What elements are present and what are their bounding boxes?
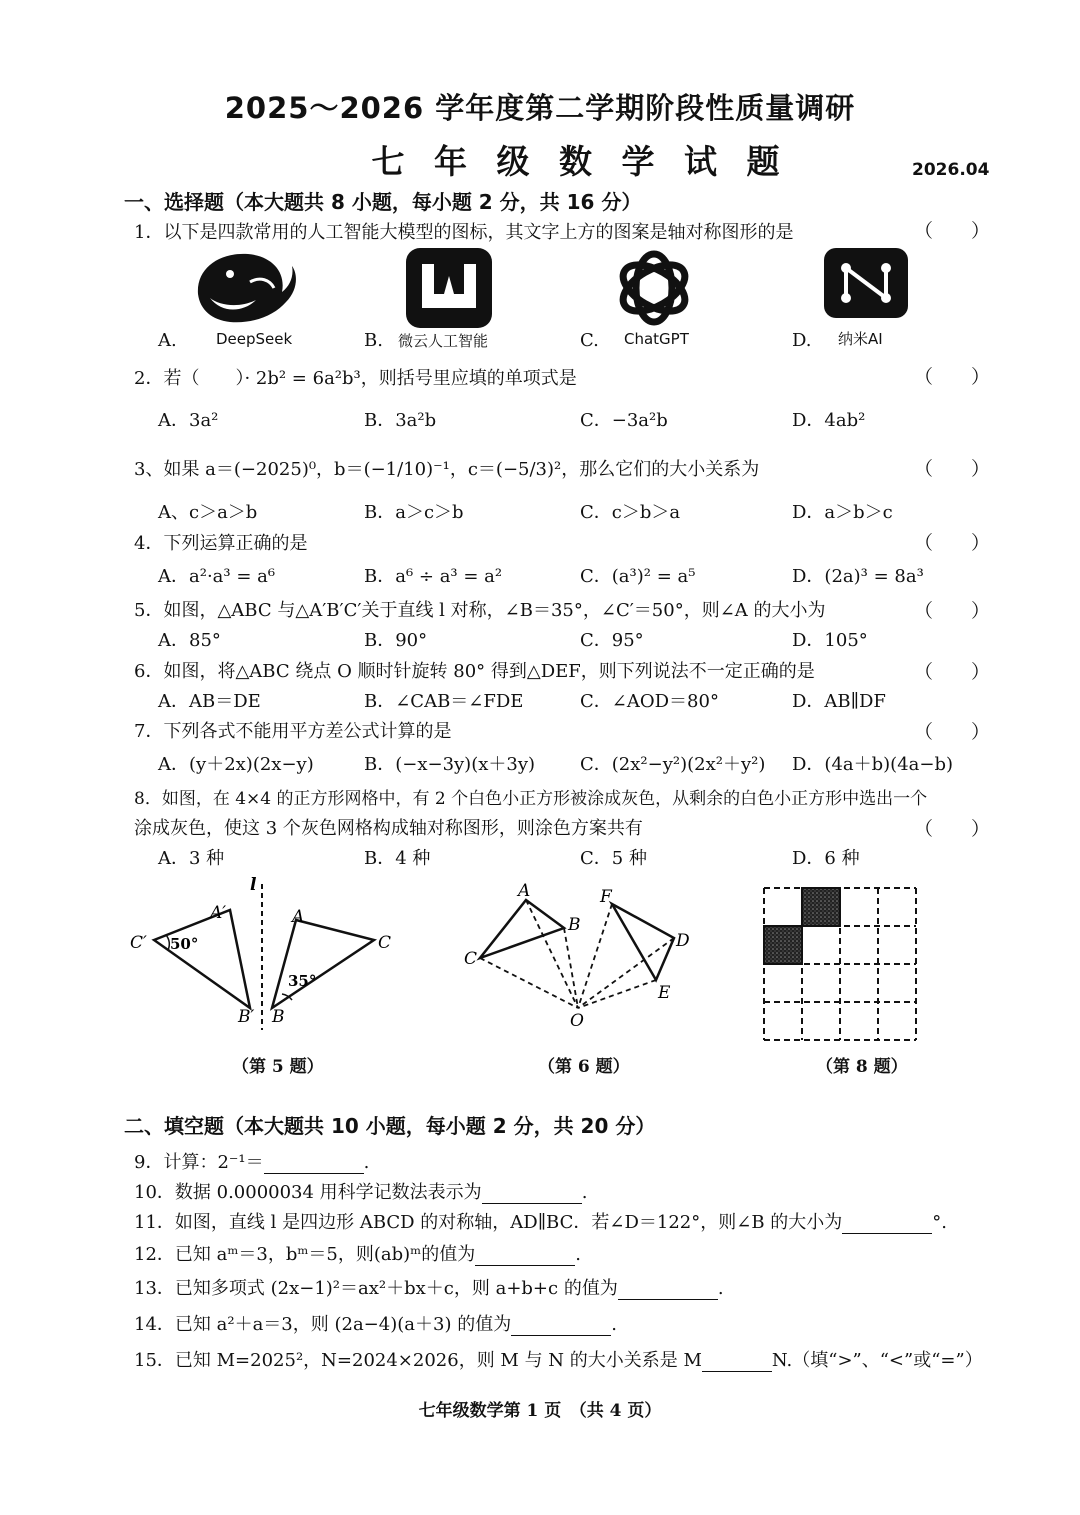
q7-option-c: C．(2x²−y²)(2x²＋y²) <box>580 754 766 775</box>
q2-option-d: D．4ab² <box>792 410 866 431</box>
q1-option-b-label: B. <box>364 330 383 351</box>
n-nodes-logo-icon <box>822 246 910 320</box>
q8-option-a: A．3 种 <box>158 848 225 869</box>
q3-option-b: B．a＞c＞b <box>364 502 464 523</box>
whale-logo-icon <box>190 246 300 332</box>
q7-option-a: A．(y＋2x)(2x−y) <box>158 754 314 775</box>
label-a: A <box>292 907 305 927</box>
answer-blank-15[interactable] <box>702 1353 772 1372</box>
label-a-fig6: A <box>518 881 531 901</box>
triangle-abc-fig6 <box>480 900 564 958</box>
question-13: 13．已知多项式 (2x−1)²＝ax²＋bx＋c，则 a+b+c 的值为 . <box>134 1278 724 1299</box>
question-8-text-line2: 涂成灰色，使这 3 个灰色网格构成轴对称图形，则涂色方案共有 <box>134 818 643 839</box>
question-2-text: 2．若（ ）· 2b² = 6a²b³，则括号里应填的单项式是 <box>134 368 577 389</box>
label-b: B <box>272 1007 285 1027</box>
angle-35-label: 35° <box>288 972 317 990</box>
answer-paren-3: （ ） <box>914 458 991 480</box>
q8-option-c: C．5 种 <box>580 848 647 869</box>
page-footer: 七年级数学第 1 页 （共 4 页） <box>418 1401 662 1421</box>
triangle-abc <box>272 920 374 1008</box>
q2-option-c: C．−3a²b <box>580 410 668 431</box>
label-b-prime: B′ <box>238 1007 255 1027</box>
q6-option-b: B．∠CAB＝∠FDE <box>364 691 524 712</box>
q1-option-c-name: ChatGPT <box>624 330 689 348</box>
q4-option-a: A．a²·a³ = a⁶ <box>158 566 276 587</box>
answer-paren-5: （ ） <box>914 600 991 622</box>
answer-blank-14[interactable] <box>511 1317 611 1336</box>
label-c-fig6: C <box>464 949 478 969</box>
label-f-fig6: F <box>600 887 612 907</box>
question-15-text: 15．已知 M=2025²，N=2024×2026，则 M 与 N 的大小关系是 M <box>134 1350 702 1371</box>
question-8-text-line1: 8．如图，在 4×4 的正方形网格中，有 2 个白色小正方形被涂成灰色，从剩余的白色小正方形中选出一个 <box>134 789 928 809</box>
triangle-def <box>612 904 674 980</box>
label-l: l <box>250 875 257 895</box>
q2-option-b: B．3a²b <box>364 410 437 431</box>
q1-option-c-label: C. <box>580 330 599 351</box>
label-c: C <box>378 933 392 953</box>
q5-option-d: D．105° <box>792 630 868 651</box>
q6-option-a: A．AB＝DE <box>158 691 261 712</box>
label-b-fig6: B <box>568 915 581 935</box>
q2-option-a: A．3a² <box>158 410 219 431</box>
question-10-text: 10．数据 0.0000034 用科学记数法表示为 <box>134 1182 482 1203</box>
answer-blank-9[interactable] <box>264 1155 364 1174</box>
question-12: 12．已知 aᵐ＝3，bᵐ＝5，则(ab)ᵐ的值为 . <box>134 1244 581 1265</box>
q8-option-b: B．4 种 <box>364 848 431 869</box>
label-a-prime: A′ <box>210 903 227 923</box>
question-14: 14．已知 a²＋a＝3，则 (2a−4)(a＋3) 的值为 . <box>134 1314 617 1335</box>
answer-paren-2: （ ） <box>914 366 991 388</box>
q3-option-d: D．a＞b＞c <box>792 502 893 523</box>
answer-paren-8: （ ） <box>914 818 991 840</box>
q4-option-c: C．(a³)² = a⁵ <box>580 566 696 587</box>
shaded-cell <box>802 888 840 926</box>
angle-50-label: 50° <box>170 935 199 953</box>
answer-blank-10[interactable] <box>482 1185 582 1204</box>
q1-option-d-label: D. <box>792 330 812 351</box>
question-11: 11．如图，直线 l 是四边形 ABCD 的对称轴，AD∥BC．若∠D＝122°，则∠B 的大小为 °. <box>134 1212 948 1233</box>
figure-6-caption: （第 6 题） <box>538 1057 630 1077</box>
q5-option-c: C．95° <box>580 630 644 651</box>
openai-knot-logo-icon <box>610 246 698 330</box>
q6-option-d: D．AB∥DF <box>792 691 886 712</box>
label-d-fig6: D <box>676 931 690 951</box>
question-13-text: 13．已知多项式 (2x−1)²＝ax²＋bx＋c，则 a+b+c 的值为 <box>134 1278 618 1299</box>
exam-date: 2026.04 <box>912 160 990 180</box>
question-9-text: 9．计算：2⁻¹＝ <box>134 1152 264 1173</box>
question-12-text: 12．已知 aᵐ＝3，bᵐ＝5，则(ab)ᵐ的值为 <box>134 1244 476 1265</box>
question-3-text: 3、如果 a＝(−2025)⁰，b＝(−1/10)⁻¹，c＝(−5/3)²，那么它们的大小关系为 <box>134 459 760 480</box>
q4-option-b: B．a⁶ ÷ a³ = a² <box>364 566 503 587</box>
figure-8-grid <box>760 884 922 1044</box>
q6-option-c: C．∠AOD＝80° <box>580 691 719 712</box>
label-o-fig6: O <box>570 1011 584 1031</box>
figure-6-diagram <box>458 876 698 1034</box>
q1-option-d-name: 纳米AI <box>838 330 883 348</box>
q5-option-a: A．85° <box>158 630 221 651</box>
question-5-text: 5．如图，△ABC 与△A′B′C′关于直线 l 对称，∠B＝35°，∠C′＝50°，则∠A 的大小为 <box>134 600 826 621</box>
exam-subtitle: 七 年 级 数 学 试 题 <box>371 142 789 181</box>
label-e-fig6: E <box>658 983 671 1003</box>
question-11-text: 11．如图，直线 l 是四边形 ABCD 的对称轴，AD∥BC．若∠D＝122°，则∠B 的大小为 <box>134 1212 843 1233</box>
figure-5-caption: （第 5 题） <box>232 1057 324 1077</box>
answer-blank-12[interactable] <box>475 1247 575 1266</box>
w-square-logo-icon <box>404 246 494 330</box>
label-c-prime: C′ <box>130 933 147 953</box>
q4-option-d: D．(2a)³ = 8a³ <box>792 566 924 587</box>
figure-8-caption: （第 8 题） <box>816 1057 908 1077</box>
q1-option-a-name: DeepSeek <box>216 330 293 348</box>
answer-paren-4: （ ） <box>914 532 991 554</box>
q1-option-b-name: 微云人工智能 <box>398 332 489 350</box>
question-9: 9．计算：2⁻¹＝ . <box>134 1152 370 1173</box>
question-7-text: 7．下列各式不能用平方差公式计算的是 <box>134 721 452 742</box>
q7-option-d: D．(4a＋b)(4a−b) <box>792 754 954 775</box>
q8-option-d: D．6 种 <box>792 848 860 869</box>
question-4-text: 4．下列运算正确的是 <box>134 533 308 554</box>
q3-option-a: A、c＞a＞b <box>158 502 258 523</box>
answer-paren-1: （ ） <box>914 220 991 242</box>
figure-5-diagram <box>126 872 416 1034</box>
question-1-text: 1．以下是四款常用的人工智能大模型的图标，其文字上方的图案是轴对称图形的是 <box>134 222 794 243</box>
answer-blank-13[interactable] <box>618 1281 718 1300</box>
exam-title: 2025～2026 学年度第二学期阶段性质量调研 <box>224 91 856 125</box>
q3-option-c: C．c＞b＞a <box>580 502 681 523</box>
q1-option-a-label: A. <box>158 330 177 351</box>
question-6-text: 6．如图，将△ABC 绕点 O 顺时针旋转 80° 得到△DEF，则下列说法不一定正确的是 <box>134 661 815 682</box>
q5-option-b: B．90° <box>364 630 428 651</box>
section-1-title: 一、选择题（本大题共 8 小题，每小题 2 分，共 16 分） <box>124 190 642 214</box>
answer-paren-6: （ ） <box>914 661 991 683</box>
q7-option-b: B．(−x−3y)(x＋3y) <box>364 754 536 775</box>
question-10: 10．数据 0.0000034 用科学记数法表示为 . <box>134 1182 588 1203</box>
answer-blank-11[interactable] <box>842 1215 932 1234</box>
triangle-a1b1c1 <box>154 910 250 1008</box>
answer-paren-7: （ ） <box>914 721 991 743</box>
question-14-text: 14．已知 a²＋a＝3，则 (2a−4)(a＋3) 的值为 <box>134 1314 512 1335</box>
question-15: 15．已知 M=2025²，N=2024×2026，则 M 与 N 的大小关系是 M N.（填“>”、“<”或“=”） <box>134 1350 983 1371</box>
section-2-title: 二、填空题（本大题共 10 小题，每小题 2 分，共 20 分） <box>124 1114 656 1138</box>
shaded-cell <box>764 926 802 964</box>
